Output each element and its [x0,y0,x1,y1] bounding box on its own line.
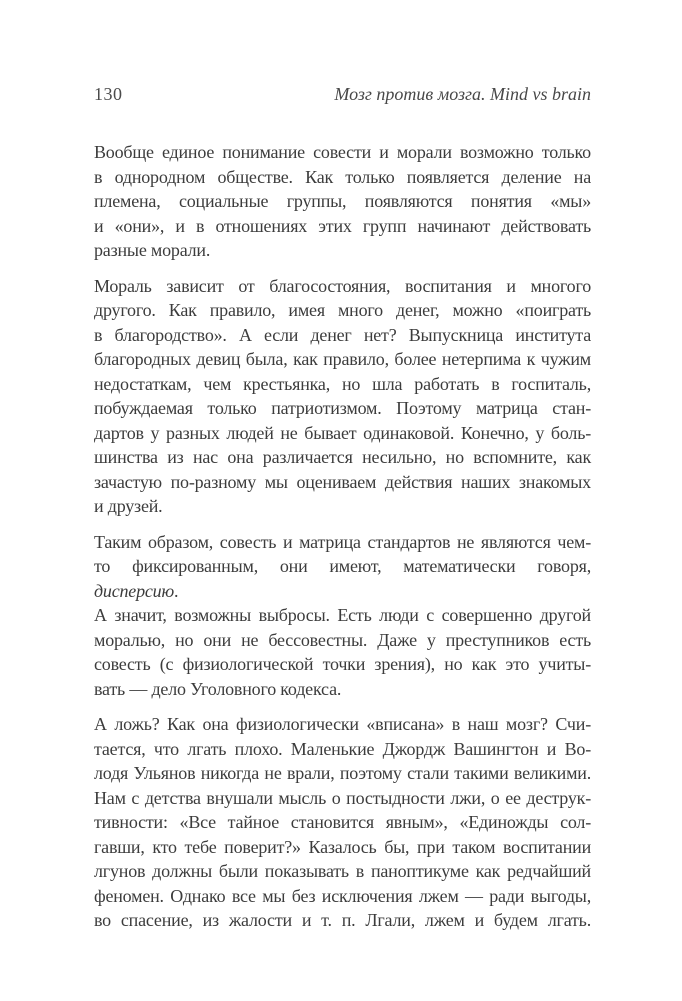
paragraph-2 [94,274,591,519]
text-segment: тается, что лгать плохо. Маленькие Джордж Вашингтон и Во- [94,738,591,759]
text-segment: вать — дело Уголовного кодекса. [94,678,342,699]
italic-term: дисперсию [94,580,174,601]
text-line [94,908,591,933]
text-segment: племена, социальные группы, появляются понятия «мы» [94,191,591,211]
paragraph-3 [94,530,591,702]
text-segment: моралью, но они не бессовестны. Даже у преступников есть [94,629,591,650]
text-segment: во спасение, из жалости и т. п. Лгали, лжем и будем лгать. [94,910,591,930]
page-header [94,82,591,106]
text-segment: Вообще единое понимание совести и морали возможно только [94,142,591,162]
text-line [94,677,591,702]
text-segment: в однородном обществе. Как только появляется деление на [94,166,591,187]
text-line [94,421,591,446]
text-segment: лодя Ульянов никогда не врали, поэтому стали такими великими. [94,763,591,783]
text-line [94,737,591,762]
text-segment: А ложь? Как она физиологически «вписана» в наш мозг? Счи- [94,714,591,734]
paragraph-4 [94,712,591,933]
text-segment: дартов у разных людей не бывает одинаковой. Конечно, у боль- [94,422,591,443]
text-segment: то фиксированным, они имеют, математически говоря, [94,556,591,576]
text-segment: другого. Как правило, имея много денег, можно «поиграть [94,300,591,320]
text-line [94,396,591,421]
body-text [94,140,591,933]
text-line [94,494,591,519]
text-line [94,530,591,555]
text-line [94,859,591,884]
text-segment: совесть (с физиологической точки зрения), но как это учиты- [94,654,591,674]
text-line [94,835,591,860]
text-segment: недостаткам, чем крестьянка, но шла работать в госпиталь, [94,373,591,394]
text-segment: зачастую по-разному мы оцениваем действия наших знакомых [94,471,591,492]
text-segment: феномен. Однако все мы без исключения лжем — ради выгоды, [94,885,591,906]
text-segment: побуждаемая только патриотизмом. Поэтому матрица стан- [94,398,591,418]
paragraph-1 [94,140,591,263]
text-line [94,298,591,323]
text-line [94,884,591,909]
text-segment: . [173,580,179,601]
text-line [94,189,591,214]
text-line [94,372,591,397]
page-number: 130 [94,84,123,104]
text-line [94,445,591,470]
text-line [94,810,591,835]
text-line [94,554,591,603]
text-line [94,238,591,263]
text-line [94,712,591,737]
running-title: Мозг против мозга. Mind vs brain [334,84,591,104]
text-line [94,347,591,372]
text-segment: Таким образом, совесть и матрица стандартов не являются чем- [94,531,591,552]
text-line [94,323,591,348]
text-line [94,470,591,495]
text-segment: и друзей. [94,496,163,516]
text-segment: шинства из нас она различается несильно, но вспомните, как [94,447,591,467]
text-line [94,140,591,165]
text-segment: и «они», и в отношениях этих групп начинают действовать [94,215,591,236]
text-line [94,628,591,653]
text-line [94,761,591,786]
text-line [94,274,591,299]
text-segment: в благородство». А если денег нет? Выпускница института [94,324,591,345]
text-segment: тивности: «Все тайное становится явным», «Единожды сол- [94,812,591,832]
text-line [94,165,591,190]
text-segment: гавши, кто тебе поверит?» Казалось бы, при таком воспитании [94,836,591,857]
text-segment: лгунов должны были показывать в паноптикуме как редчайший [94,861,591,881]
text-segment: Нам с детства внушали мысль о постыдности лжи, о ее деструк- [94,787,591,808]
text-line [94,603,591,628]
text-line [94,786,591,811]
text-segment: благородных девиц была, как правило, более нетерпима к чужим [94,349,591,369]
text-segment: Мораль зависит от благосостояния, воспитания и многого [94,275,591,296]
text-line [94,652,591,677]
text-segment: разные морали. [94,240,211,260]
text-segment: А значит, возможны выбросы. Есть люди с совершенно другой [94,605,591,625]
text-line [94,214,591,239]
